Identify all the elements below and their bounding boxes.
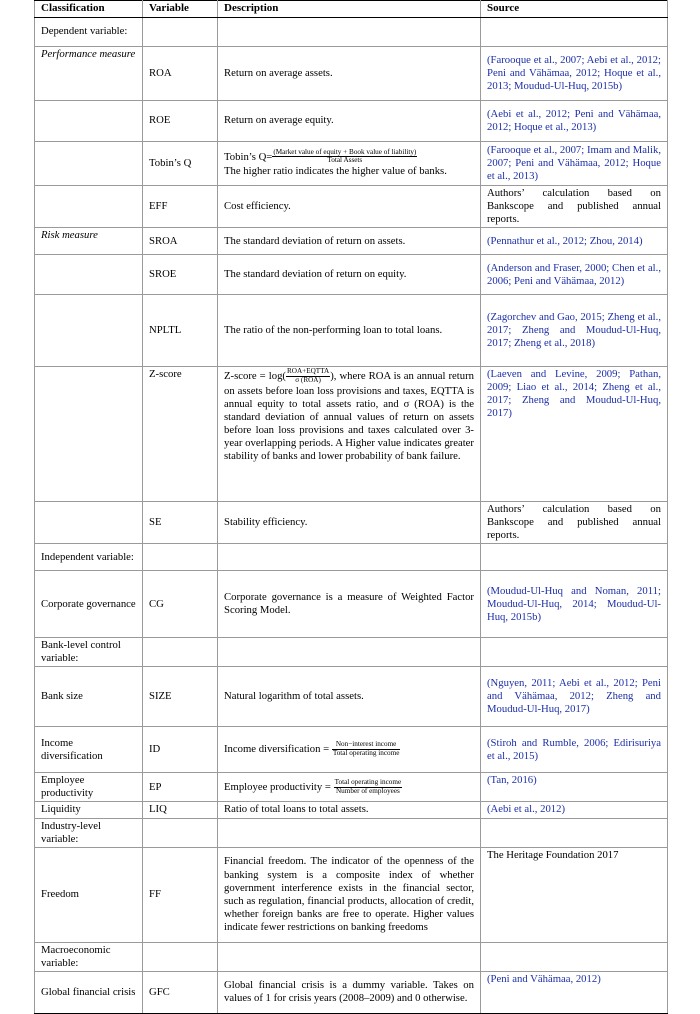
- fraction-numerator: Non−interest income: [332, 741, 401, 750]
- description-cell: Financial freedom. The indicator of the openness of the banking system is a composite index of whether government interference exists in the financial sector, such as regulation, financial products, allocation of credit, whether foreign banks are free to operate. Higher values indicate fewer restrictions on banking freedoms: [218, 847, 481, 942]
- formula-lead: Employee productivity =: [224, 780, 334, 793]
- description-cell: Return on average assets.: [218, 47, 481, 101]
- fraction-denominator: σ (ROA): [295, 376, 321, 385]
- fraction-numerator: ROA+EQTTA: [286, 367, 330, 376]
- variable-cell: ROA: [143, 47, 218, 101]
- variable-cell: SROE: [143, 255, 218, 295]
- table-row: [35, 773, 668, 802]
- classification-cell: Bank size: [35, 667, 143, 727]
- fraction-denominator: Number of employees: [335, 786, 400, 795]
- table-row: [35, 971, 668, 1013]
- description-cell: [218, 142, 481, 186]
- variable-cell: Tobin’s Q: [143, 142, 218, 186]
- fraction-numerator: (Market value of equity + Book value of liability): [273, 147, 417, 156]
- classification-cell: Freedom: [35, 847, 143, 942]
- formula-fraction: [272, 149, 417, 166]
- table-row: [35, 295, 668, 367]
- table-row: [35, 847, 668, 942]
- description-cell: [218, 367, 481, 502]
- table-row: [35, 228, 668, 255]
- formula-lead: Tobin’s Q=: [224, 150, 273, 163]
- header-source: Source: [481, 1, 668, 18]
- table-row: [35, 727, 668, 773]
- source-cell: (Aebi et al., 2012): [481, 802, 668, 818]
- classification-cell: Corporate governance: [35, 571, 143, 638]
- table-row: [35, 18, 668, 47]
- source-cell: (Aebi et al., 2012; Peni and Vähämaa, 2012; Hoque et al., 2013): [481, 101, 668, 142]
- source-cell: (Zagorchev and Gao, 2015; Zheng et al., 2017; Zheng and Moudud-Ul-Huq, 2017; Zheng et al., 2018): [481, 295, 668, 367]
- source-cell: (Pennathur et al., 2012; Zhou, 2014): [481, 228, 668, 255]
- formula-fraction: [286, 368, 330, 385]
- variables-table: [34, 0, 668, 1014]
- source-cell: (Farooque et al., 2007; Aebi et al., 2012; Peni and Vähämaa, 2012; Hoque et al., 2013; Moudud-Ul-Huq, 2015b): [481, 47, 668, 101]
- classification-cell: Global financial crisis: [35, 971, 143, 1013]
- classification-cell: Independent variable:: [35, 544, 143, 571]
- fraction-numerator: Total operating income: [334, 778, 402, 786]
- variable-cell: ROE: [143, 101, 218, 142]
- classification-cell: Industry-level variable:: [35, 818, 143, 847]
- source-cell: (Moudud-Ul-Huq and Noman, 2011; Moudud-Ul-Huq, 2014; Moudud-Ul-Huq, 2015b): [481, 571, 668, 638]
- classification-cell: Risk measure: [35, 228, 143, 255]
- variable-cell: Z-score: [143, 367, 218, 502]
- formula-fraction: [334, 779, 403, 796]
- classification-cell: Macroeconomic variable:: [35, 942, 143, 971]
- source-cell: Authors’ calculation based on Bankscope and published annual reports.: [481, 502, 668, 544]
- formula-fraction: [332, 741, 401, 758]
- formula-lead: Income diversification =: [224, 743, 332, 756]
- source-cell: (Nguyen, 2011; Aebi et al., 2012; Peni and Vähämaa, 2012; Zheng and Moudud-Ul-Huq, 2017): [481, 667, 668, 727]
- table-row: [35, 367, 668, 502]
- header-variable: Variable: [143, 1, 218, 18]
- source-cell: (Farooque et al., 2007; Imam and Malik, 2007; Peni and Vähämaa, 2012; Hoque et al., 2013): [481, 142, 668, 186]
- description-cell: Natural logarithm of total assets.: [218, 667, 481, 727]
- description-cell: The standard deviation of return on assets.: [218, 228, 481, 255]
- table-row: [35, 101, 668, 142]
- source-cell: (Laeven and Levine, 2009; Pathan, 2009; Liao et al., 2014; Zheng et al., 2017; Zheng and Moudud-Ul-Huq, 2017): [481, 367, 668, 502]
- description-text: The higher ratio indicates the higher value of banks.: [224, 165, 447, 178]
- variable-cell: SIZE: [143, 667, 218, 727]
- source-cell: The Heritage Foundation 2017: [481, 847, 668, 942]
- classification-cell: Performance measure: [35, 47, 143, 101]
- variable-cell: LIQ: [143, 802, 218, 818]
- table-row: [35, 667, 668, 727]
- table-row: [35, 142, 668, 186]
- description-cell: Return on average equity.: [218, 101, 481, 142]
- description-cell: Global financial crisis is a dummy variable. Takes on values of 1 for crisis years (2008–2009) and 0 otherwise.: [218, 971, 481, 1013]
- table-row: [35, 571, 668, 638]
- description-cell: Stability efficiency.: [218, 502, 481, 544]
- source-cell: (Peni and Vähämaa, 2012): [481, 971, 668, 1013]
- classification-cell: Dependent variable:: [35, 18, 143, 47]
- header-description: Description: [218, 1, 481, 18]
- variable-cell: EFF: [143, 186, 218, 228]
- description-cell: The ratio of the non-performing loan to total loans.: [218, 295, 481, 367]
- classification-cell: Bank-level control variable:: [35, 638, 143, 667]
- table-row: [35, 186, 668, 228]
- fraction-denominator: Total Assets: [327, 156, 363, 165]
- description-cell: The standard deviation of return on equity.: [218, 255, 481, 295]
- table-row: [35, 818, 668, 847]
- description-cell: [218, 773, 481, 802]
- variable-cell: FF: [143, 847, 218, 942]
- description-cell: Corporate governance is a measure of Weighted Factor Scoring Model.: [218, 571, 481, 638]
- description-text: ), where ROA is an annual return on assets before loan loss provisions and taxes, EQTTA is annual equity to total assets ratio, and σ (ROA) is the standard deviation of annual values of return on assets before loan loss provisions and taxes calculated over 3-year overlapping periods. A Higher value indicates greater stability of banks and lower probability of bank failure.: [224, 370, 474, 463]
- table-header-row: [35, 1, 668, 18]
- description-cell: Ratio of total loans to total assets.: [218, 802, 481, 818]
- description-cell: [218, 727, 481, 773]
- classification-cell: Employee productivity: [35, 773, 143, 802]
- classification-cell: Liquidity: [35, 802, 143, 818]
- source-cell: (Stiroh and Rumble, 2006; Edirisuriya et al., 2015): [481, 727, 668, 773]
- table-row: [35, 47, 668, 101]
- variable-cell: SROA: [143, 228, 218, 255]
- variable-cell: ID: [143, 727, 218, 773]
- fraction-denominator: Total operating income: [332, 749, 400, 758]
- classification-cell: Income diversification: [35, 727, 143, 773]
- table-row: [35, 638, 668, 667]
- variable-cell: NPLTL: [143, 295, 218, 367]
- variable-cell: EP: [143, 773, 218, 802]
- table-row: [35, 802, 668, 818]
- variable-cell: GFC: [143, 971, 218, 1013]
- table-row: [35, 255, 668, 295]
- table-row: [35, 942, 668, 971]
- table-row: [35, 502, 668, 544]
- table-row: [35, 544, 668, 571]
- description-cell: Cost efficiency.: [218, 186, 481, 228]
- formula-lead: Z-score = log(: [224, 370, 286, 383]
- source-cell: (Anderson and Fraser, 2000; Chen et al., 2006; Peni and Vähämaa, 2012): [481, 255, 668, 295]
- variable-cell: SE: [143, 502, 218, 544]
- source-cell: (Tan, 2016): [481, 773, 668, 802]
- variable-cell: CG: [143, 571, 218, 638]
- source-cell: Authors’ calculation based on Bankscope and published annual reports.: [481, 186, 668, 228]
- header-classification: Classification: [35, 1, 143, 18]
